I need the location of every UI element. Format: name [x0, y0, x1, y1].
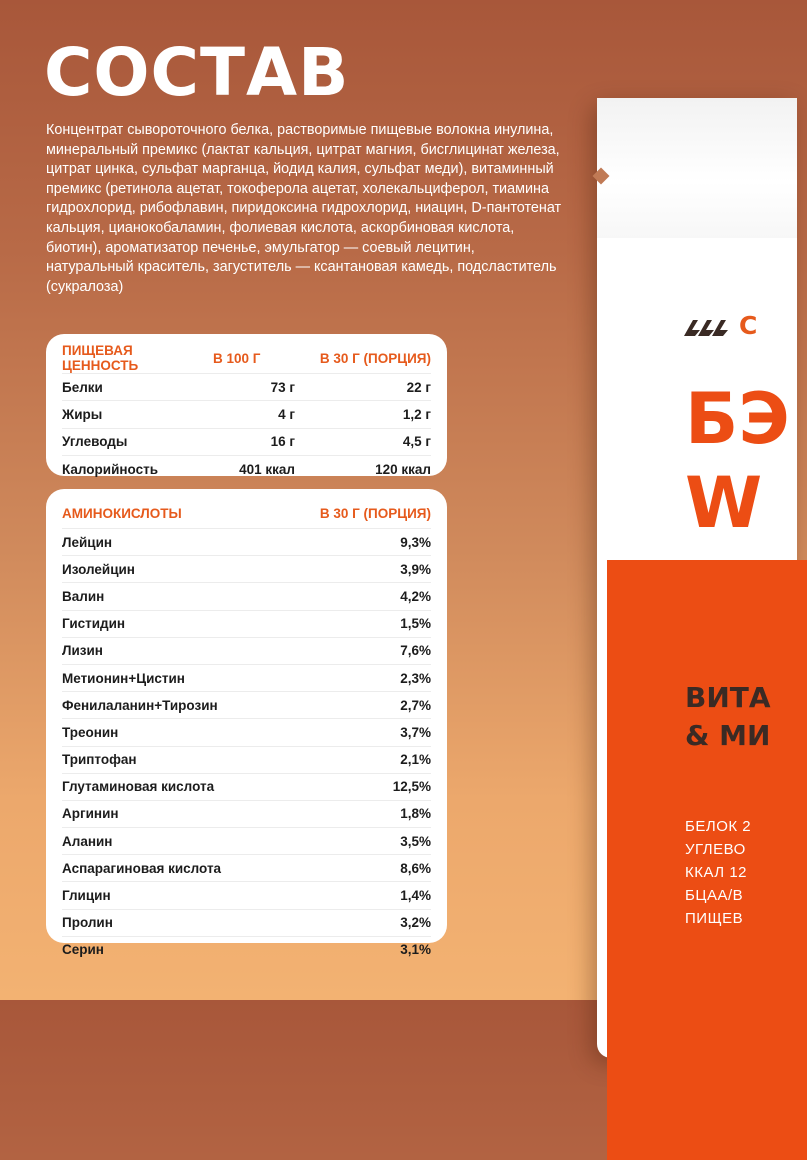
- row-name: Углеводы: [62, 434, 128, 450]
- row-name: Жиры: [62, 406, 103, 422]
- row-value: 1,4%: [400, 888, 431, 904]
- table-row: [62, 583, 431, 610]
- row-value: 4,2%: [400, 588, 431, 604]
- row-value: 2,3%: [400, 670, 431, 686]
- brand-logo-text: C: [739, 311, 758, 340]
- row-per100: 73 г: [270, 379, 295, 395]
- nutrition-table: [46, 334, 447, 476]
- row-name: Серин: [62, 942, 104, 958]
- table-row: [62, 828, 431, 855]
- table-row: [62, 774, 431, 801]
- row-name: Белки: [62, 379, 103, 395]
- page-title: СОСТАВ: [44, 34, 350, 111]
- row-name: Пролин: [62, 915, 113, 931]
- row-value: 3,2%: [400, 915, 431, 931]
- row-name: Валин: [62, 588, 105, 604]
- package-title-line1: БЭ: [685, 378, 790, 460]
- row-name: Изолейцин: [62, 561, 135, 577]
- row-per100: 16 г: [270, 434, 295, 450]
- row-per30: 1,2 г: [402, 406, 431, 422]
- table-row: [62, 529, 431, 556]
- amino-header-per30: В 30 Г (ПОРЦИЯ): [319, 505, 431, 521]
- nutrition-header-name: ПИЩЕВАЯ ЦЕННОСТЬ: [62, 343, 139, 373]
- package-seal: [597, 98, 797, 238]
- package-info-line: УГЛЕВО: [685, 841, 746, 858]
- table-row: [62, 937, 431, 963]
- row-name: Калорийность: [62, 461, 159, 477]
- table-row: [62, 910, 431, 937]
- row-name: Гистидин: [62, 616, 126, 632]
- table-row: [62, 719, 431, 746]
- amino-acids-table: [46, 489, 447, 958]
- table-row: [62, 882, 431, 909]
- row-name: Глицин: [62, 888, 111, 904]
- row-name: Лизин: [62, 643, 103, 659]
- brand-logo-icon: [684, 316, 732, 338]
- table-row: [62, 665, 431, 692]
- row-name: Аспарагиновая кислота: [62, 860, 222, 876]
- package-subtitle-line2: & МИ: [685, 719, 771, 752]
- package-info-line: БЕЛОК 2: [685, 818, 752, 835]
- package-info-line: ПИЩЕВ: [685, 910, 744, 927]
- row-value: 1,8%: [400, 806, 431, 822]
- row-name: Треонин: [62, 724, 119, 740]
- row-value: 3,7%: [400, 724, 431, 740]
- row-name: Лейцин: [62, 534, 113, 550]
- table-row: [62, 692, 431, 719]
- row-value: 9,3%: [400, 534, 431, 550]
- row-value: 2,7%: [400, 697, 431, 713]
- package-title-line2: W: [685, 462, 763, 544]
- table-row: [62, 429, 431, 456]
- row-per100: 401 ккал: [239, 461, 295, 477]
- nutrition-header: [62, 343, 431, 374]
- table-row: [62, 556, 431, 583]
- row-value: 3,5%: [400, 833, 431, 849]
- product-package: [597, 98, 797, 1058]
- table-row: [62, 401, 431, 428]
- row-value: 7,6%: [400, 643, 431, 659]
- table-row: [62, 456, 431, 482]
- row-name: Фенилаланин+Тирозин: [62, 697, 218, 713]
- row-name: Аргинин: [62, 806, 119, 822]
- package-info-line: ККАЛ 12: [685, 864, 748, 881]
- table-row: [62, 801, 431, 828]
- row-value: 3,1%: [400, 942, 431, 958]
- package-info-line: БЦАА/В: [685, 887, 744, 904]
- amino-header: [62, 498, 431, 529]
- nutrition-header-per30: В 30 Г (ПОРЦИЯ): [319, 350, 431, 366]
- row-name: Аланин: [62, 833, 113, 849]
- row-value: 8,6%: [400, 860, 431, 876]
- row-per30: 22 г: [406, 379, 431, 395]
- table-row: [62, 374, 431, 401]
- row-value: 12,5%: [392, 779, 431, 795]
- table-row: [62, 638, 431, 665]
- table-row: [62, 611, 431, 638]
- row-name: Глутаминовая кислота: [62, 779, 215, 795]
- row-value: 2,1%: [400, 752, 431, 768]
- table-row: [62, 855, 431, 882]
- table-row: [62, 747, 431, 774]
- row-per30: 120 ккал: [375, 461, 431, 477]
- nutrition-header-per100: В 100 Г: [213, 350, 261, 366]
- row-name: Триптофан: [62, 752, 137, 768]
- row-name: Метионин+Цистин: [62, 670, 185, 686]
- package-orange-band: [607, 560, 807, 1160]
- composition-text: Концентрат сывороточного белка, растворимые пищевые волокна инулина, минеральный премикс (лактат кальция, цитрат магния, бисглицинат железа, цитрат цинка, сульфат марганца, йодид калия, сульфат меди), витаминный премикс (ретинола ацетат, токоферола ацетат, холекальциферол, тиамина гидрохлорид, рибофлавин, пиридоксина гидрохлорид, ниацин, D-пантотенат кальция, цианокобаламин, фолиевая кислота, аскорбиновая кислота, биотин), ароматизатор печенье, эмульгатор — соевый лецитин, натуральный краситель, загуститель — ксантановая камедь, подсластитель (сукралоза): [46, 122, 562, 295]
- amino-header-name: АМИНОКИСЛОТЫ: [62, 505, 182, 521]
- package-subtitle-line1: ВИТА: [685, 681, 771, 714]
- row-per100: 4 г: [278, 406, 295, 422]
- row-value: 1,5%: [400, 616, 431, 632]
- row-per30: 4,5 г: [402, 434, 431, 450]
- row-value: 3,9%: [400, 561, 431, 577]
